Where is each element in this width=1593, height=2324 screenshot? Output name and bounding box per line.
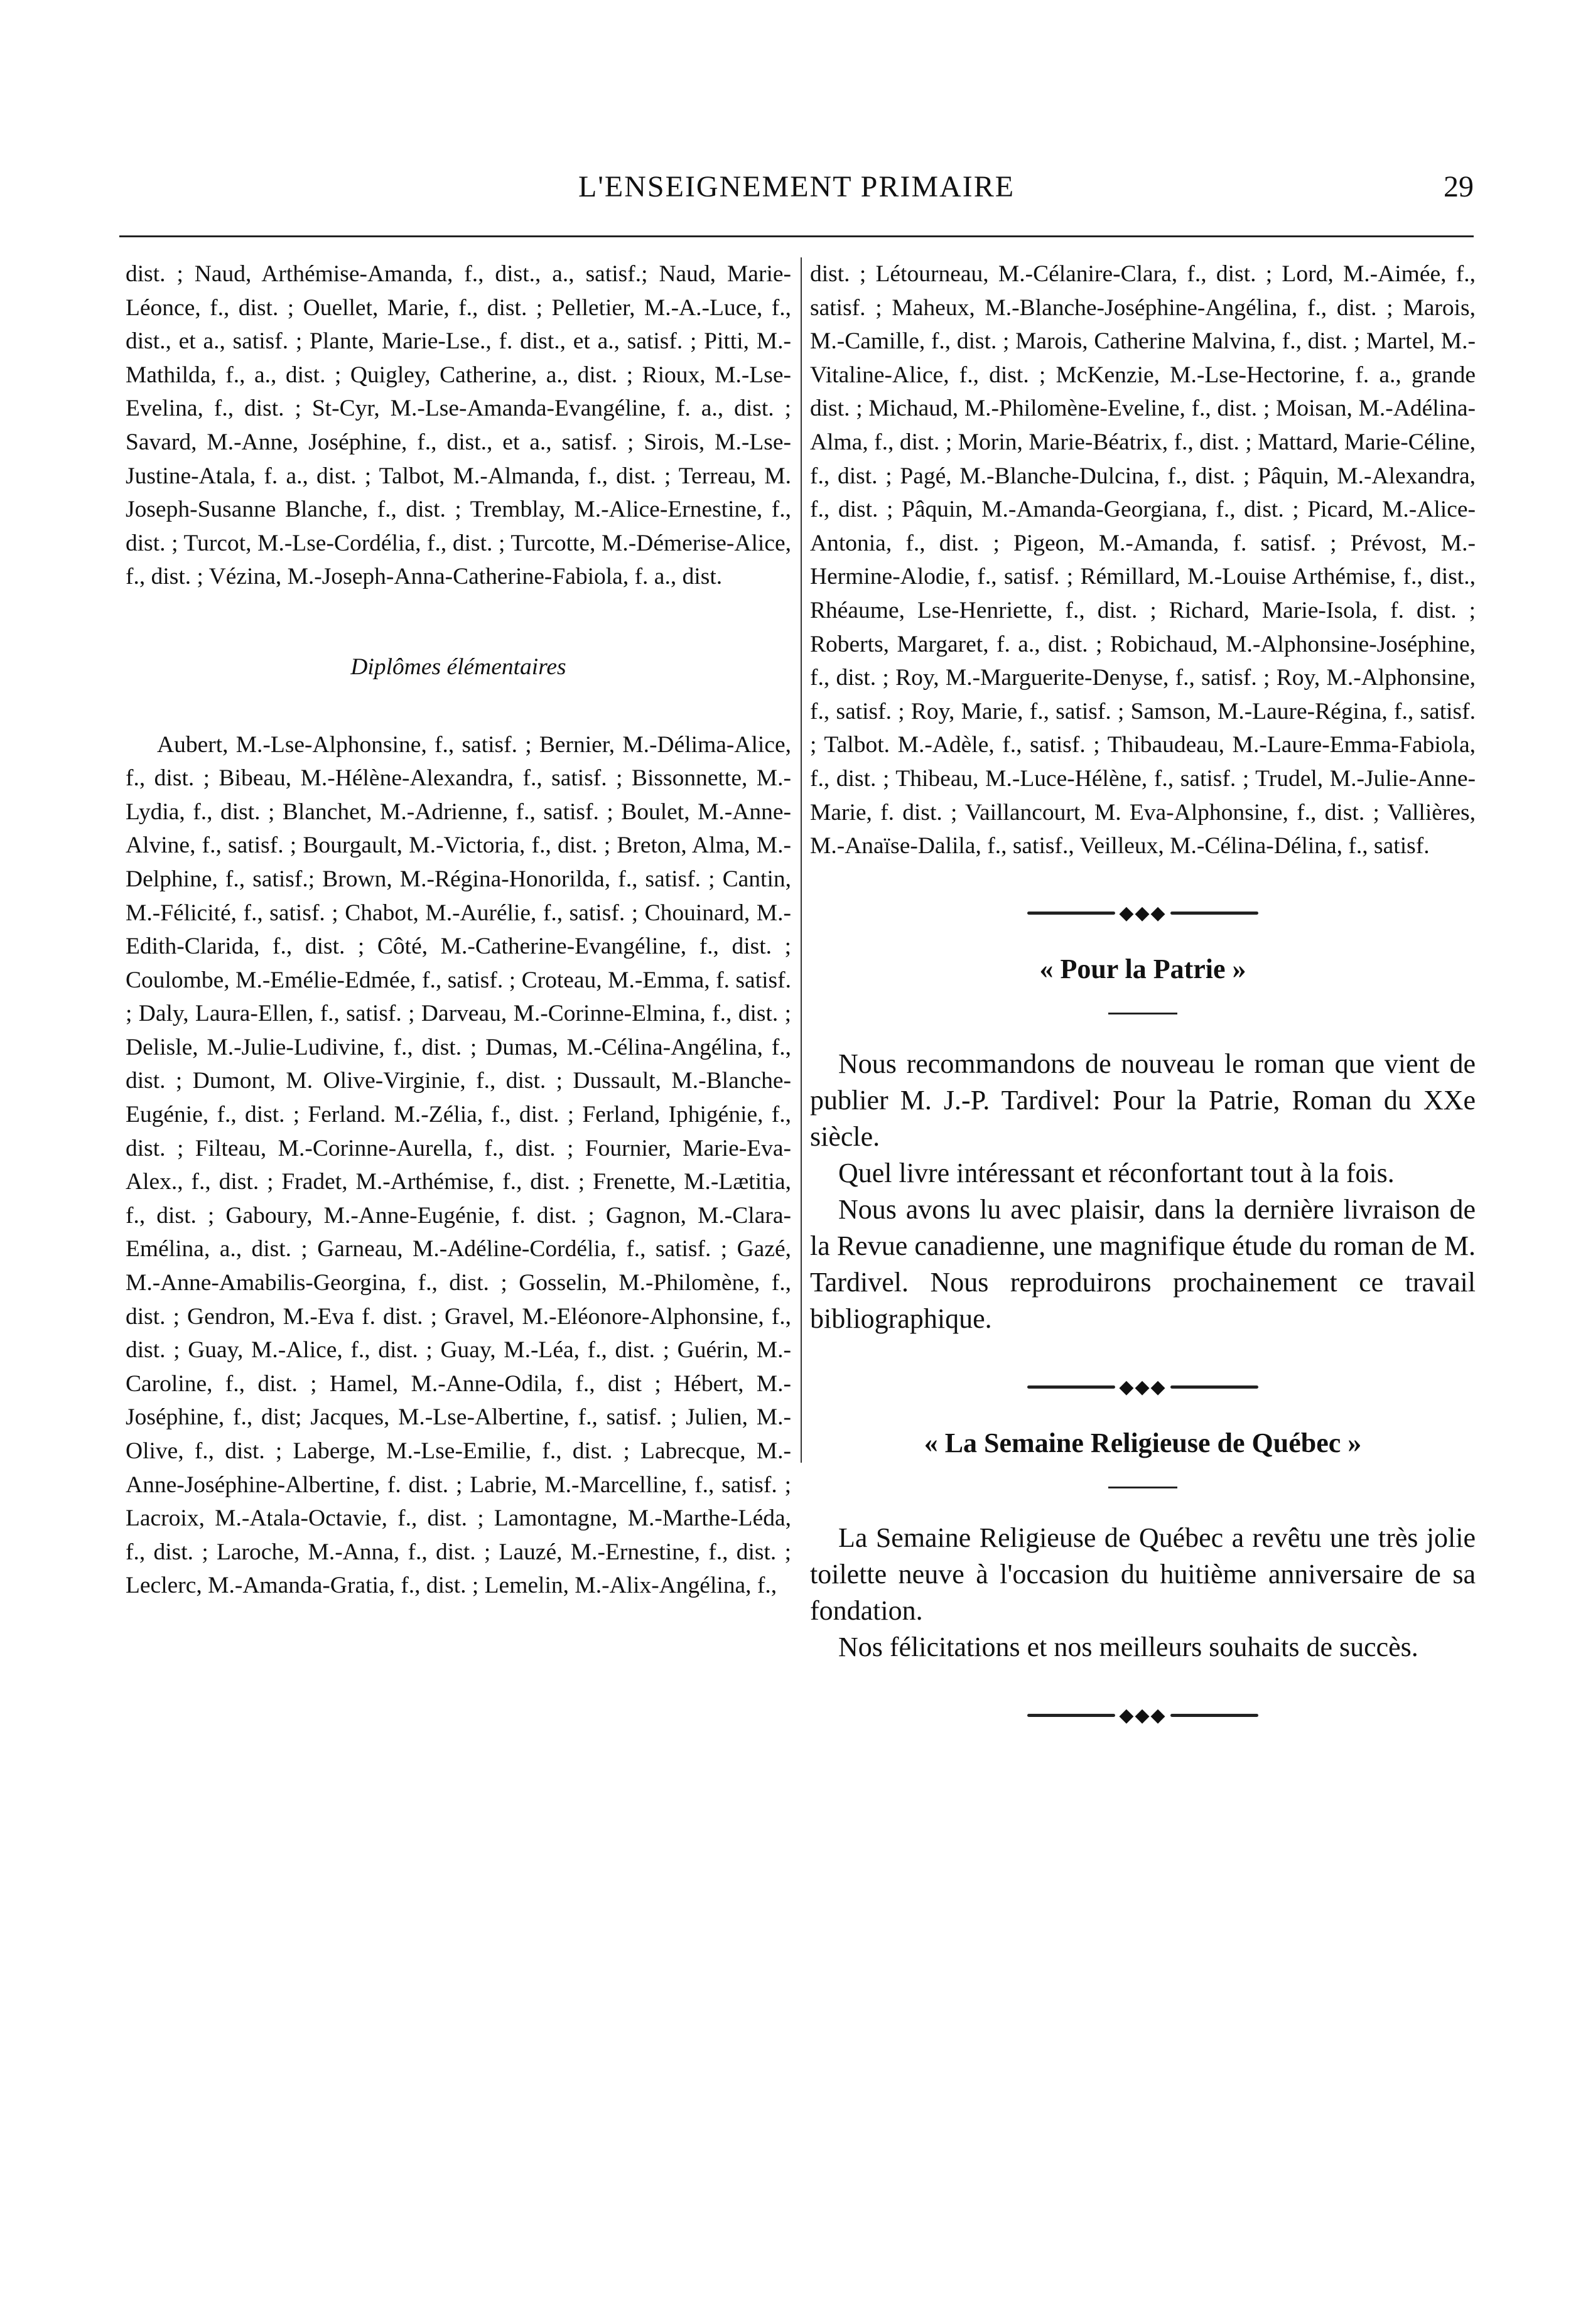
short-rule <box>1108 1487 1177 1488</box>
article-pour-la-patrie <box>810 951 1476 1337</box>
article-semaine-religieuse <box>810 1425 1476 1665</box>
article-paragraph: Nous recommandons de nouveau le roman que vient de publier M. J.-P. Tardivel: Pour la Patrie, Roman du XXe siècle. <box>810 1048 1476 1152</box>
left-paragraph-2: Aubert, M.-Lse-Alphonsine, f., satisf. ; Bernier, M.-Délima-Alice, f., dist. ; Bibeau, M.-Hélène-Alexandra, f., satisf. ; Bissonnette, M.-Lydia, f., dist. ; Blanchet, M.-Adrienne, f., satisf. ; Boulet, M.-Anne-Alvine, f., satisf. ; Bourgault, M.-Victoria, f., dist. ; Breton, Alma, M.-Delphine, f., satisf.; Brown, M.-Régina-Honorilda, f., satisf. ; Cantin, M.-Félicité, f., satisf. ; Chabot, M.-Aurélie, f., satisf. ; Chouinard, M.-Edith-Clarida, f., dist. ; Côté, M.-Catherine-Evangéline, f., dist. ; Coulombe, M.-Emélie-Edmée, f., satisf. ; Croteau, M.-Emma, f. satisf. ; Daly, Laura-Ellen, f., satisf. ; Darveau, M.-Corinne-Elmina, f., dist. ; Delisle, M.-Julie-Ludivine, f., dist. ; Dumas, M.-Célina-Angélina, f., dist. ; Dumont, M. Olive-Virginie, f., dist. ; Dussault, M.-Blanche-Eugénie, f., dist. ; Ferland. M.-Zélia, f., dist. ; Ferland, Iphigénie, f., dist. ; Filteau, M.-Corinne-Aurella, f., dist. ; Fournier, Marie-Eva-Alex., f., dist. ; Fradet, M.-Arthémise, f., dist. ; Frenette, M.-Lætitia, f., dist. ; Gaboury, M.-Anne-Eugénie, f. dist. ; Gagnon, M.-Clara-Emélina, a., dist. ; Garneau, M.-Adéline-Cordélia, f., satisf. ; Gazé, M.-Anne-Amabilis-Georgina, f., dist. ; Gosselin, M.-Philomène, f., dist. ; Gendron, M.-Eva f. dist. ; Gravel, M.-Eléonore-Alphonsine, f., dist. ; Guay, M.-Alice, f., dist. ; Guay, M.-Léa, f., dist. ; Guérin, M.-Caroline, f., dist. ; Hamel, M.-Anne-Odila, f., dist ; Hébert, M.-Joséphine, f., dist; Jacques, M.-Lse-Albertine, f., satisf. ; Julien, M.-Olive, f., dist. ; Laberge, M.-Lse-Emilie, f., dist. ; Labrecque, M.-Anne-Joséphine-Albertine, f. dist. ; Labrie, M.-Marcelline, f., satisf. ; Lacroix, M.-Atala-Octavie, f., dist. ; Lamontagne, M.-Marthe-Léda, f., dist. ; Laroche, M.-Anna, f., dist. ; Lauzé, M.-Ernestine, f., dist. ; Leclerc, M.-Amanda-Gratia, f., dist. ; Lemelin, M.-Alix-Angélina, f., <box>126 731 791 1599</box>
left-column <box>126 257 791 1603</box>
section-heading: Diplômes élémentaires <box>350 654 566 680</box>
header-rule <box>119 235 1474 237</box>
column-divider <box>801 257 802 1463</box>
article-title: « Pour la Patrie » <box>1039 953 1246 984</box>
ornament-divider <box>810 901 1476 926</box>
ornament-icon: ◆◆◆ <box>1119 902 1167 923</box>
article-paragraph: La Semaine Religieuse de Québec a revêtu une très jolie toilette neuve à l'occasion du huitième anniversaire de sa fondation. <box>810 1522 1476 1626</box>
ornament-divider <box>810 1703 1476 1728</box>
ornament-icon: ◆◆◆ <box>1119 1376 1167 1397</box>
article-paragraph: Quel livre intéressant et réconfortant tout à la fois. <box>838 1157 1395 1188</box>
article-body <box>810 1046 1476 1337</box>
right-column <box>810 257 1476 1753</box>
article-paragraph: Nos félicitations et nos meilleurs souhaits de succès. <box>838 1631 1418 1662</box>
left-paragraph-1: dist. ; Naud, Arthémise-Amanda, f., dist., a., satisf.; Naud, Marie-Léonce, f., dist. ; Ouellet, Marie, f., dist. ; Pelletier, M.-A.-Luce, f., dist., et a., satisf. ; Plante, Marie-Lse., f. dist., et a., satisf. ; Pitti, M.-Mathilda, f., a., dist. ; Quigley, Catherine, a., dist. ; Rioux, M.-Lse-Evelina, f., dist. ; St-Cyr, M.-Lse-Amanda-Evangéline, f. a., dist. ; Savard, M.-Anne, Joséphine, f., dist., et a., satisf. ; Sirois, M.-Lse-Justine-Atala, f. a., dist. ; Talbot, M.-Almanda, f., dist. ; Terreau, M. Joseph-Susanne Blanche, f., dist. ; Tremblay, M.-Alice-Ernestine, f., dist. ; Turcot, M.-Lse-Cordélia, f., dist. ; Turcotte, M.-Démerise-Alice, f., dist. ; Vézina, M.-Joseph-Anna-Catherine-Fabiola, f. a., dist. <box>126 261 791 590</box>
article-title: « La Semaine Religieuse de Québec » <box>924 1427 1362 1458</box>
ornament-divider <box>810 1375 1476 1400</box>
ornament-icon: ◆◆◆ <box>1119 1704 1167 1726</box>
right-paragraph-1: dist. ; Létourneau, M.-Célanire-Clara, f., dist. ; Lord, M.-Aimée, f., satisf. ; Maheux, M.-Blanche-Joséphine-Angélina, f., dist. ; Marois, M.-Camille, f., dist. ; Marois, Catherine Malvina, f., dist. ; Martel, M.-Vitaline-Alice, f., dist. ; McKenzie, M.-Lse-Hectorine, f. a., grande dist. ; Michaud, M.-Philomène-Eveline, f., dist. ; Moisan, M.-Adélina-Alma, f., dist. ; Morin, Marie-Béatrix, f., dist. ; Mattard, Marie-Céline, f., dist. ; Pagé, M.-Blanche-Dulcina, f., dist. ; Pâquin, M.-Alexandra, f., dist. ; Pâquin, M.-Amanda-Georgiana, f., dist. ; Picard, M.-Alice-Antonia, f., dist. ; Pigeon, M.-Amanda, f. satisf. ; Prévost, M.-Hermine-Alodie, f., satisf. ; Rémillard, M.-Louise Arthémise, f., dist., Rhéaume, Lse-Henriette, f., dist. ; Richard, Marie-Isola, f. dist. ; Roberts, Margaret, f. a., dist. ; Robichaud, M.-Alphonsine-Joséphine, f., dist. ; Roy, M.-Marguerite-Denyse, f., satisf. ; Roy, M.-Alphonsine, f., satisf. ; Roy, Marie, f., satisf. ; Samson, M.-Laure-Régina, f., satisf. ; Talbot. M.-Adèle, f., satisf. ; Thibaudeau, M.-Laure-Emma-Fabiola, f., dist. ; Thibeau, M.-Luce-Hélène, f., satisf. ; Trudel, M.-Julie-Anne-Marie, f. dist. ; Vaillancourt, M. Eva-Alphonsine, f., dist. ; Vallières, M.-Anaïse-Dalila, f., satisf., Veilleux, M.-Célina-Délina, f., satisf. <box>810 261 1476 859</box>
page-number: 29 <box>1444 170 1474 203</box>
article-body <box>810 1520 1476 1665</box>
short-rule <box>1108 1013 1177 1014</box>
article-paragraph: Nous avons lu avec plaisir, dans la dernière livraison de la Revue canadienne, une magnifique étude du roman de M. Tardivel. Nous reproduirons prochainement ce travail bibliographique. <box>810 1193 1476 1334</box>
page-header <box>119 169 1474 220</box>
running-title: L'ENSEIGNEMENT PRIMAIRE <box>578 170 1015 203</box>
